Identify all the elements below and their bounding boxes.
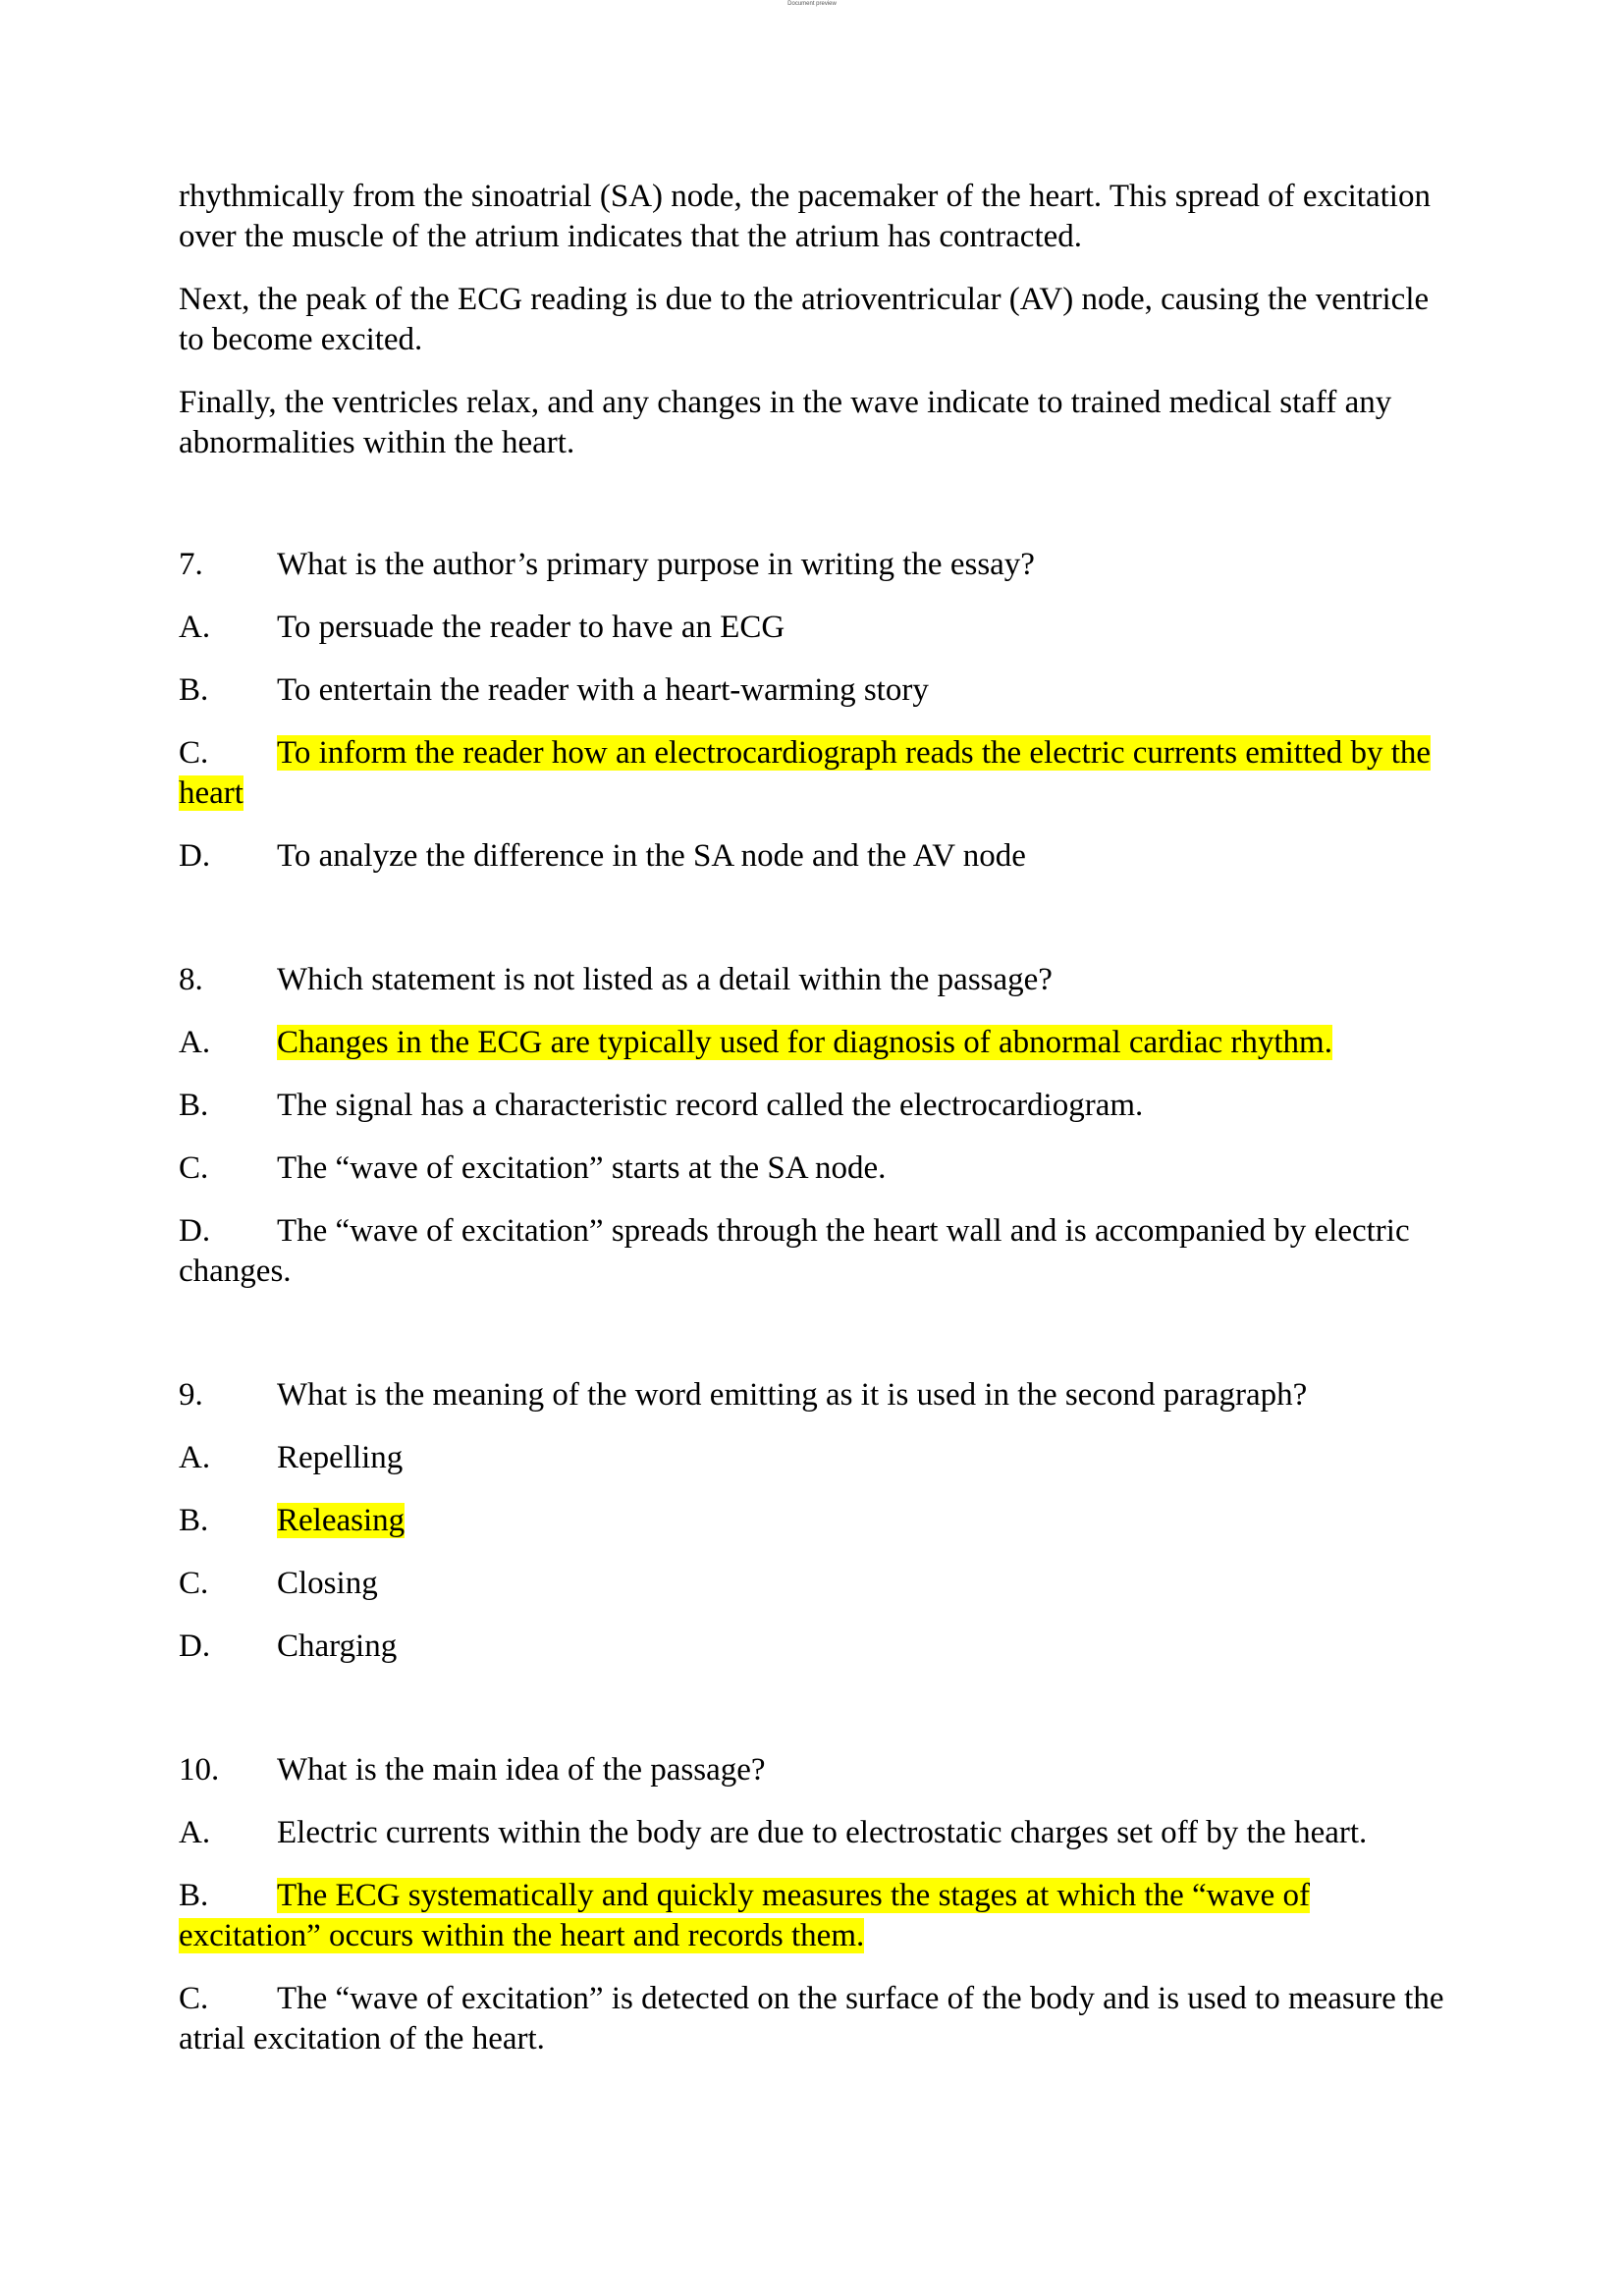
option-letter: C. [179, 735, 209, 771]
option-letter: C. [179, 1981, 209, 2016]
answer-option [179, 1148, 1455, 1189]
answer-option [179, 670, 1455, 711]
question-9 [179, 1375, 1455, 1667]
answer-option [179, 1564, 1455, 1604]
page-header-watermark: Document preview [787, 1, 837, 7]
passage-paragraph: Next, the peak of the ECG reading is due to the atrioventricular (AV) node, causing the ventricle to become excited. [179, 282, 1430, 357]
option-text: To analyze the difference in the SA node and the AV node [277, 838, 1026, 874]
option-letter: A. [179, 1815, 211, 1850]
option-text: To persuade the reader to have an ECG [277, 610, 785, 645]
option-text: The “wave of excitation” is detected on the surface of the body and is used to measure the atrial excitation of the heart. [179, 1981, 1444, 2056]
answer-option-highlighted [179, 1876, 1455, 1956]
answer-option [179, 836, 1455, 877]
option-letter: A. [179, 1440, 211, 1475]
option-text: Closing [277, 1566, 378, 1601]
answer-option-highlighted [179, 1501, 1455, 1541]
answer-option-highlighted [179, 1023, 1455, 1063]
option-letter: A. [179, 610, 211, 645]
answer-option [179, 1438, 1455, 1478]
option-text-highlighted: To inform the reader how an electrocardiograph reads the electric currents emitted by the heart [179, 735, 1432, 811]
option-letter: C. [179, 1150, 209, 1186]
question-text: What is the main idea of the passage? [277, 1752, 766, 1788]
option-letter: D. [179, 1213, 211, 1249]
passage-paragraph: Finally, the ventricles relax, and any changes in the wave indicate to trained medical staff any abnormalities within the heart. [179, 385, 1392, 460]
question-number: 8. [179, 962, 203, 997]
question-stem [179, 545, 1455, 585]
answer-option [179, 1211, 1455, 1292]
option-text: The “wave of excitation” spreads through the heart wall and is accompanied by electric changes. [179, 1213, 1410, 1289]
option-letter: B. [179, 1503, 209, 1538]
question-text: Which statement is not listed as a detail within the passage? [277, 962, 1053, 997]
option-letter: D. [179, 1629, 211, 1664]
option-text: The signal has a characteristic record called the electrocardiogram. [277, 1088, 1144, 1123]
document-body [179, 177, 1455, 2082]
option-text: To entertain the reader with a heart-warming story [277, 672, 929, 708]
answer-option [179, 1627, 1455, 1667]
question-number: 7. [179, 547, 203, 582]
answer-option [179, 1979, 1455, 2059]
question-stem [179, 1750, 1455, 1790]
option-text: Electric currents within the body are due to electrostatic charges set off by the heart. [277, 1815, 1368, 1850]
option-letter: A. [179, 1025, 211, 1060]
passage-paragraph: rhythmically from the sinoatrial (SA) node, the pacemaker of the heart. This spread of excitation over the muscle of the atrium indicates that the atrium has contracted. [179, 179, 1431, 254]
question-stem [179, 960, 1455, 1000]
option-letter: B. [179, 1088, 209, 1123]
option-text: Charging [277, 1629, 398, 1664]
option-text: The “wave of excitation” starts at the SA node. [277, 1150, 887, 1186]
option-letter: B. [179, 672, 209, 708]
question-text: What is the author’s primary purpose in writing the essay? [277, 547, 1035, 582]
answer-option-highlighted [179, 733, 1455, 814]
question-number: 9. [179, 1377, 203, 1413]
answer-option [179, 1086, 1455, 1126]
question-stem [179, 1375, 1455, 1415]
question-text: What is the meaning of the word emitting as it is used in the second paragraph? [277, 1377, 1308, 1413]
option-text-highlighted: Changes in the ECG are typically used for diagnosis of abnormal cardiac rhythm. [277, 1025, 1332, 1060]
option-text: Repelling [277, 1440, 404, 1475]
answer-option [179, 1813, 1455, 1853]
option-text-highlighted: Releasing [277, 1503, 406, 1538]
question-7 [179, 545, 1455, 877]
option-letter: C. [179, 1566, 209, 1601]
question-number: 10. [179, 1752, 220, 1788]
option-text-highlighted: The ECG systematically and quickly measures the stages at which the “wave of excitation” occurs within the heart and records them. [179, 1878, 1311, 1953]
answer-option [179, 608, 1455, 648]
question-10 [179, 1750, 1455, 2059]
question-8 [179, 960, 1455, 1292]
option-letter: B. [179, 1878, 209, 1913]
option-letter: D. [179, 838, 211, 874]
